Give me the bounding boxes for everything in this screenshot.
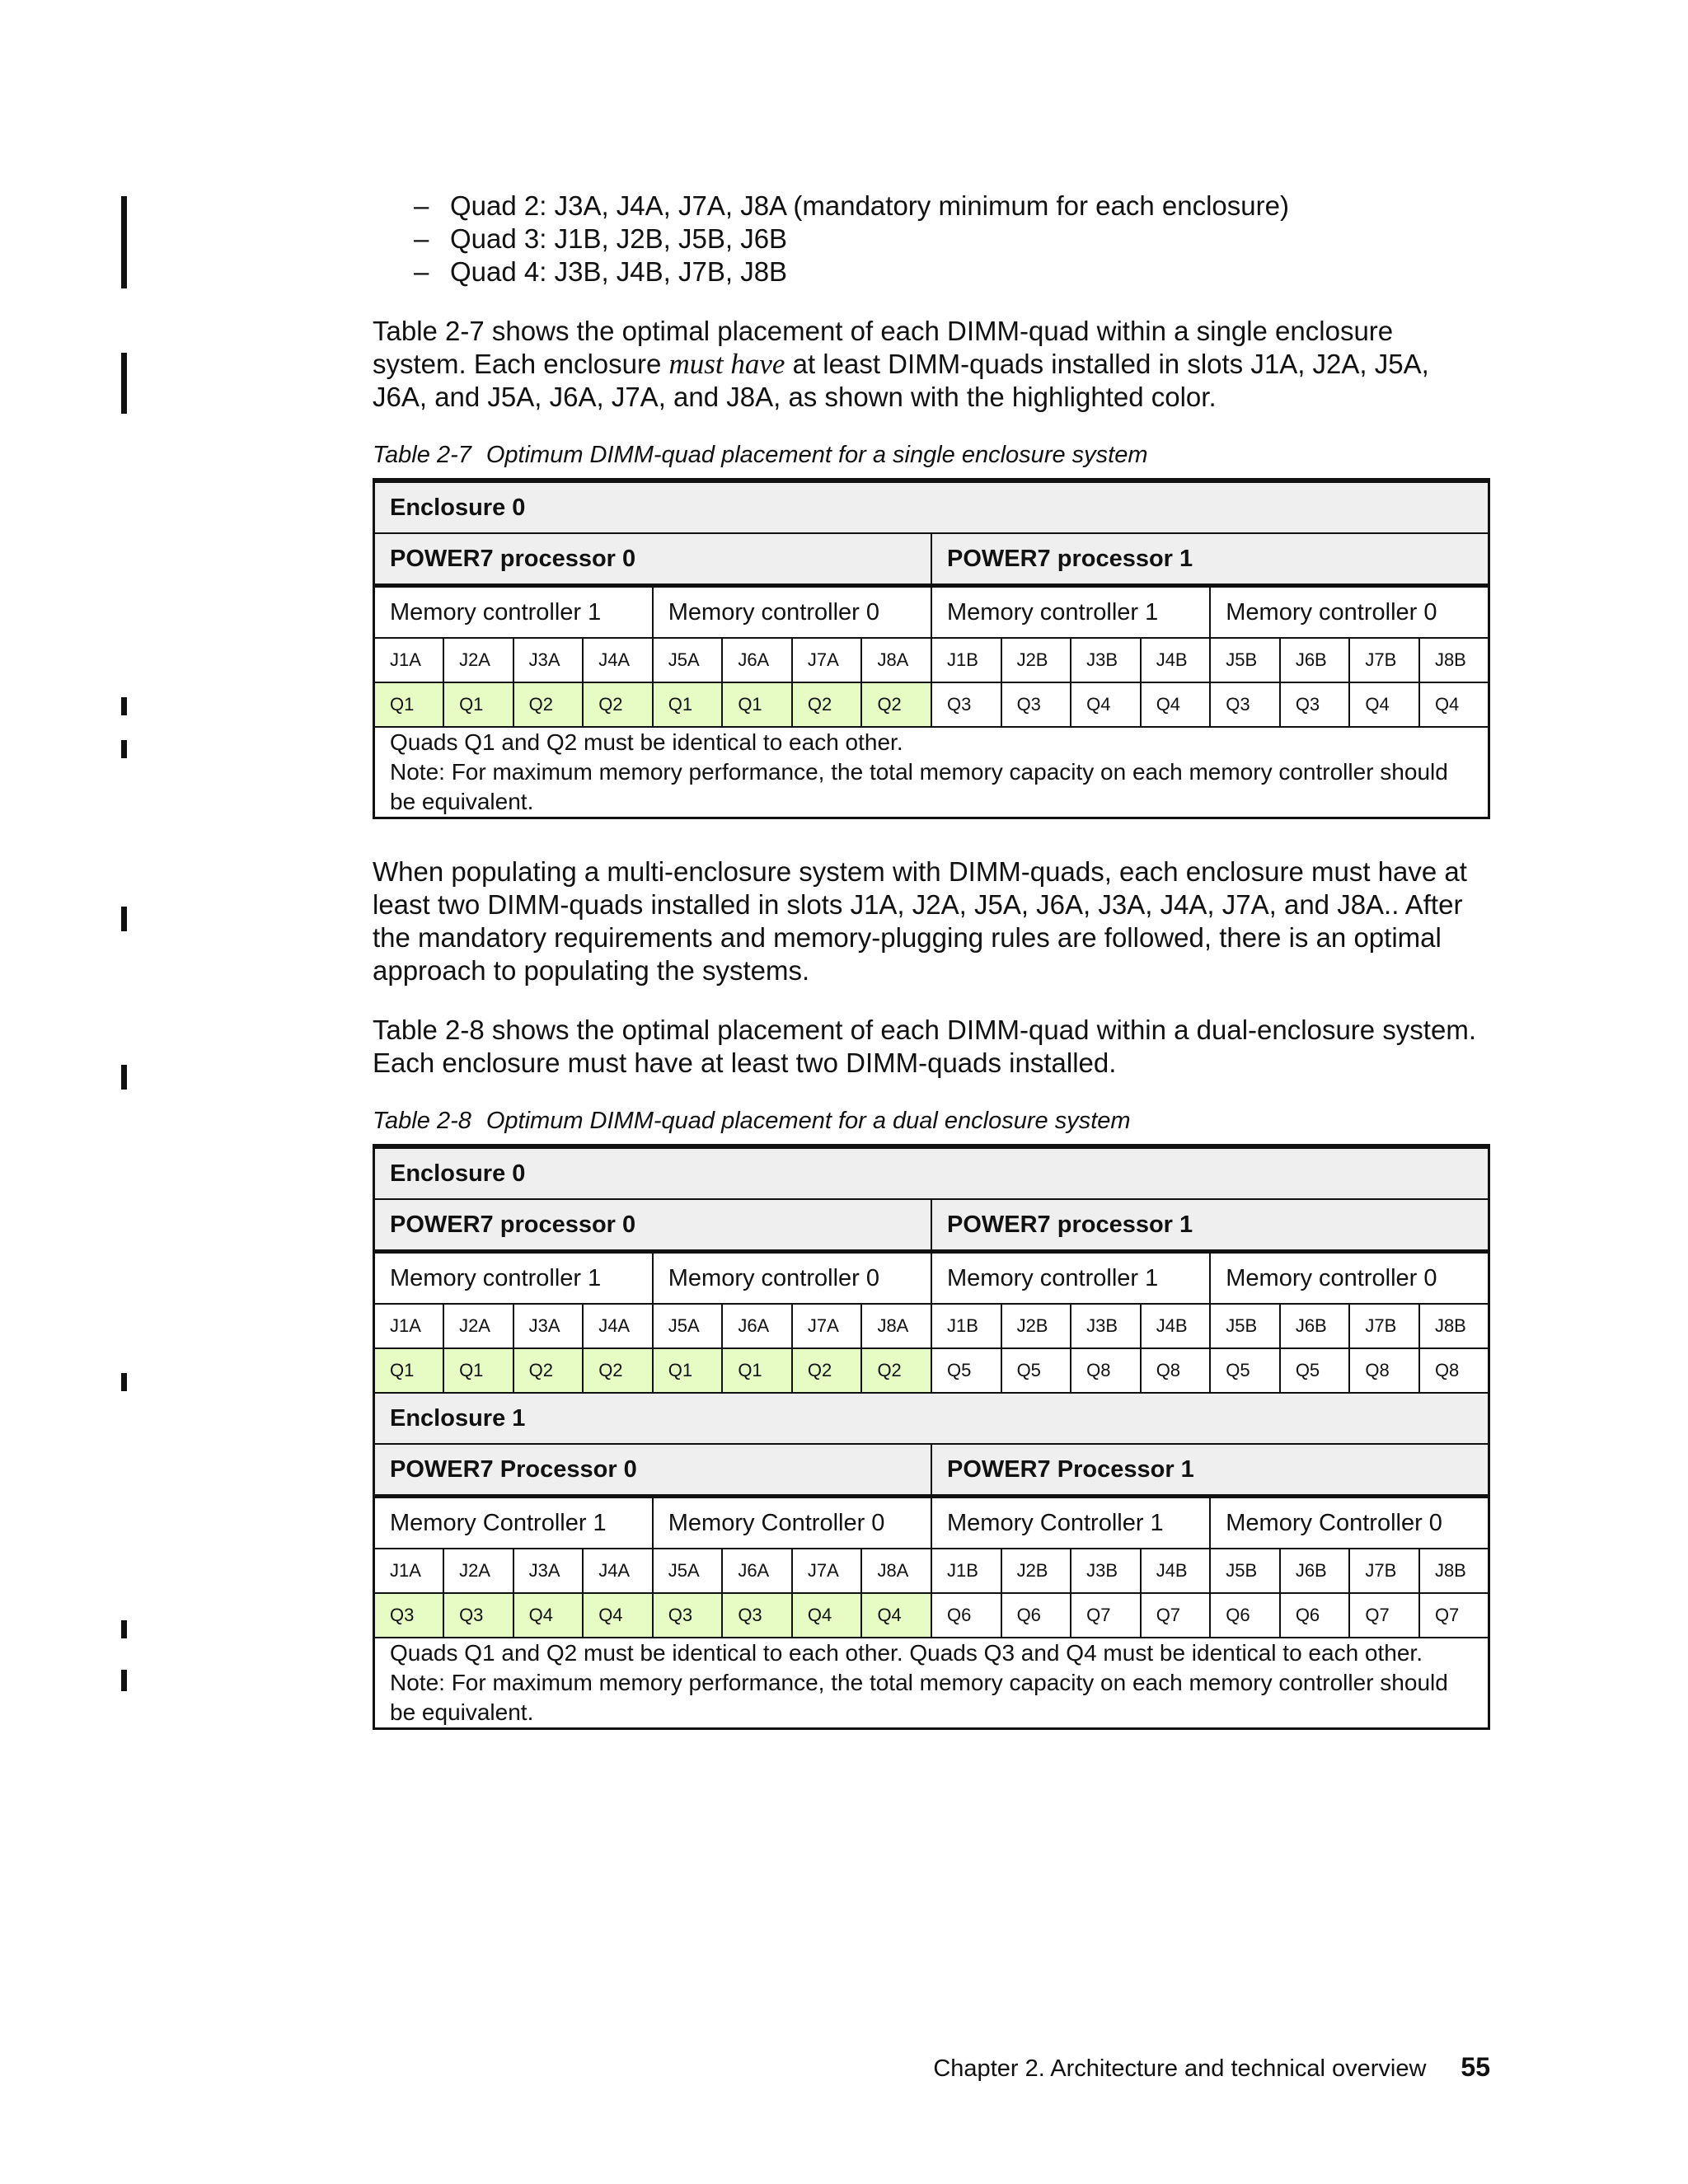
- slot-cell: J7A: [792, 1304, 862, 1348]
- table-row: [374, 1638, 1489, 1729]
- enclosure-header: Enclosure 0: [374, 1146, 1489, 1199]
- slot-cell: J4A: [583, 1304, 653, 1348]
- memory-controller-cell: Memory Controller 1: [374, 1497, 653, 1549]
- body-paragraph: [373, 315, 1485, 414]
- slot-cell: J2A: [443, 638, 513, 682]
- list-item: [414, 190, 1485, 223]
- slot-cell: J1B: [931, 1549, 1001, 1593]
- slot-cell: J3B: [1071, 1304, 1141, 1348]
- slot-cell: J4B: [1141, 638, 1211, 682]
- quad-cell: Q1: [722, 682, 792, 727]
- change-bar: [121, 196, 127, 288]
- dimm-placement-table-dual: [373, 1144, 1490, 1730]
- quad-cell: Q2: [583, 1348, 653, 1393]
- quad-cell: Q8: [1071, 1348, 1141, 1393]
- table-note: [374, 727, 1489, 818]
- quad-cell: Q4: [792, 1593, 862, 1638]
- processor-header: POWER7 processor 0: [374, 533, 932, 586]
- slot-cell: J7B: [1349, 1304, 1419, 1348]
- quad-cell: Q5: [1210, 1348, 1280, 1393]
- slot-cell: J2A: [443, 1304, 513, 1348]
- slot-cell: J5A: [653, 1549, 723, 1593]
- table-row: [374, 1348, 1489, 1393]
- slot-cell: J6B: [1280, 638, 1350, 682]
- change-bar: [121, 1373, 127, 1391]
- processor-header: POWER7 Processor 1: [931, 1444, 1489, 1497]
- quad-cell: Q4: [1349, 682, 1419, 727]
- slot-cell: J6A: [722, 1549, 792, 1593]
- table-row: [374, 1497, 1489, 1549]
- quad-cell: Q6: [1280, 1593, 1350, 1638]
- quad-cell: Q7: [1071, 1593, 1141, 1638]
- quad-cell: Q5: [1280, 1348, 1350, 1393]
- slot-cell: J1A: [374, 1549, 444, 1593]
- quad-cell: Q5: [931, 1348, 1001, 1393]
- quad-cell: Q4: [1071, 682, 1141, 727]
- quad-cell: Q4: [861, 1593, 931, 1638]
- memory-controller-cell: Memory controller 0: [653, 1252, 931, 1305]
- table-row: [374, 1146, 1489, 1199]
- table-caption: [373, 1106, 1485, 1136]
- slot-cell: J7B: [1349, 638, 1419, 682]
- processor-header: POWER7 processor 0: [374, 1199, 932, 1252]
- change-bar: [121, 907, 127, 931]
- slot-cell: J8B: [1419, 1304, 1489, 1348]
- slot-cell: J5A: [653, 638, 723, 682]
- slot-cell: J5B: [1210, 1304, 1280, 1348]
- quad-cell: Q8: [1419, 1348, 1489, 1393]
- change-bar: [121, 1670, 127, 1691]
- memory-controller-cell: Memory Controller 0: [1210, 1497, 1489, 1549]
- slot-cell: J2B: [1001, 1304, 1071, 1348]
- quad-cell: Q1: [653, 1348, 723, 1393]
- table-row: [374, 727, 1489, 818]
- slot-cell: J5B: [1210, 638, 1280, 682]
- page-number: 55: [1461, 2052, 1490, 2082]
- quad-cell: Q4: [513, 1593, 584, 1638]
- slot-cell: J8A: [861, 1304, 931, 1348]
- memory-controller-cell: Memory controller 1: [931, 586, 1210, 639]
- page-footer: [373, 2050, 1490, 2085]
- quad-cell: Q7: [1349, 1593, 1419, 1638]
- quad-cell: Q3: [1280, 682, 1350, 727]
- change-bar: [121, 353, 127, 414]
- quad-cell: Q5: [1001, 1348, 1071, 1393]
- quad-cell: Q6: [931, 1593, 1001, 1638]
- enclosure-header: Enclosure 1: [374, 1393, 1489, 1444]
- memory-controller-cell: Memory controller 1: [374, 586, 653, 639]
- table-row: [374, 1393, 1489, 1444]
- quad-cell: Q7: [1141, 1593, 1211, 1638]
- slot-cell: J1B: [931, 1304, 1001, 1348]
- quad-cell: Q1: [722, 1348, 792, 1393]
- slot-cell: J3B: [1071, 1549, 1141, 1593]
- slot-cell: J3A: [513, 1549, 584, 1593]
- quad-cell: Q3: [443, 1593, 513, 1638]
- caption-number: Table 2-7: [373, 442, 471, 468]
- table-row: [374, 1304, 1489, 1348]
- caption-number: Table 2-8: [373, 1108, 471, 1134]
- list-item-text: Quad 3: J1B, J2B, J5B, J6B: [450, 223, 788, 254]
- memory-controller-cell: Memory controller 0: [1210, 586, 1489, 639]
- paragraph-text: at least DIMM-quads installed in slots J1A, J2A, J5A, J6A, and J5A, J6A, J7A, and J8A, as shown with the highlighted color.: [373, 349, 1429, 412]
- quad-cell: Q4: [583, 1593, 653, 1638]
- slot-cell: J3A: [513, 1304, 584, 1348]
- memory-controller-cell: Memory controller 1: [374, 1252, 653, 1305]
- quad-cell: Q1: [443, 1348, 513, 1393]
- quad-cell: Q1: [374, 1348, 444, 1393]
- body-paragraph: When populating a multi-enclosure system with DIMM-quads, each enclosure must have at least two DIMM-quads installed in slots J1A, J2A, J5A, J6A, J3A, J4A, J7A, and J8A.. After the mandatory requirements and memory-plugging rules are followed, there is an optimal approach to populating the systems.: [373, 856, 1467, 986]
- quad-cell: Q2: [513, 682, 584, 727]
- footer-chapter-title: Chapter 2. Architecture and technical overview: [933, 2055, 1427, 2082]
- list-item: [414, 223, 1485, 255]
- paragraph-text: Table 2-7 shows the optimal placement of each DIMM-quad within a single enclosure system. Each enclosure: [373, 316, 1394, 379]
- bullet-marker: –: [414, 190, 429, 221]
- slot-cell: J3B: [1071, 638, 1141, 682]
- quad-cell: Q2: [792, 1348, 862, 1393]
- table-row: [374, 638, 1489, 682]
- table-caption: [373, 440, 1485, 470]
- slot-cell: J8B: [1419, 1549, 1489, 1593]
- quad-cell: Q1: [374, 682, 444, 727]
- slot-cell: J1B: [931, 638, 1001, 682]
- quad-cell: Q2: [513, 1348, 584, 1393]
- quad-cell: Q7: [1419, 1593, 1489, 1638]
- slot-cell: J6A: [722, 638, 792, 682]
- quad-cell: Q3: [722, 1593, 792, 1638]
- quad-cell: Q3: [374, 1593, 444, 1638]
- memory-controller-cell: Memory Controller 0: [653, 1497, 931, 1549]
- slot-cell: J1A: [374, 1304, 444, 1348]
- quad-cell: Q1: [443, 682, 513, 727]
- slot-cell: J8A: [861, 1549, 931, 1593]
- slot-cell: J4A: [583, 638, 653, 682]
- slot-cell: J4B: [1141, 1549, 1211, 1593]
- processor-header: POWER7 Processor 0: [374, 1444, 932, 1497]
- quad-cell: Q3: [653, 1593, 723, 1638]
- table-row: [374, 1444, 1489, 1497]
- quad-cell: Q1: [653, 682, 723, 727]
- slot-cell: J8A: [861, 638, 931, 682]
- slot-cell: J5A: [653, 1304, 723, 1348]
- quad-cell: Q3: [1210, 682, 1280, 727]
- quad-cell: Q2: [583, 682, 653, 727]
- quad-cell: Q6: [1001, 1593, 1071, 1638]
- caption-text: Optimum DIMM-quad placement for a dual enclosure system: [485, 1108, 1131, 1134]
- quad-cell: Q3: [931, 682, 1001, 727]
- slot-cell: J4B: [1141, 1304, 1211, 1348]
- table-row: [374, 533, 1489, 586]
- slot-cell: J2B: [1001, 638, 1071, 682]
- dimm-placement-table-single: [373, 478, 1490, 819]
- memory-controller-cell: Memory controller 0: [653, 586, 931, 639]
- change-bar: [121, 697, 127, 715]
- note-line: Quads Q1 and Q2 must be identical to each other.: [390, 729, 903, 755]
- memory-controller-cell: Memory Controller 1: [931, 1497, 1210, 1549]
- table-row: [374, 480, 1489, 533]
- quad-cell: Q2: [861, 682, 931, 727]
- body-paragraph: Table 2-8 shows the optimal placement of each DIMM-quad within a dual-enclosure system. Each enclosure must have at least two DIMM-quads installed.: [373, 1015, 1476, 1078]
- enclosure-header: Enclosure 0: [374, 480, 1489, 533]
- slot-cell: J7A: [792, 1549, 862, 1593]
- change-bar: [121, 1065, 127, 1090]
- quad-cell: Q3: [1001, 682, 1071, 727]
- quad-cell: Q8: [1349, 1348, 1419, 1393]
- table-row: [374, 1252, 1489, 1305]
- list-item-text: Quad 2: J3A, J4A, J7A, J8A (mandatory minimum for each enclosure): [450, 190, 1289, 221]
- table-row: [374, 1199, 1489, 1252]
- slot-cell: J4A: [583, 1549, 653, 1593]
- emphasis-text: must have: [668, 348, 785, 380]
- memory-controller-cell: Memory controller 0: [1210, 1252, 1489, 1305]
- list-item: [414, 255, 1485, 288]
- quad-bullet-list: [373, 190, 1485, 288]
- slot-cell: J7A: [792, 638, 862, 682]
- slot-cell: J1A: [374, 638, 444, 682]
- table-row: [374, 1549, 1489, 1593]
- list-item-text: Quad 4: J3B, J4B, J7B, J8B: [450, 256, 788, 287]
- slot-cell: J6B: [1280, 1304, 1350, 1348]
- table-row: [374, 586, 1489, 639]
- quad-cell: Q2: [792, 682, 862, 727]
- slot-cell: J7B: [1349, 1549, 1419, 1593]
- change-bar: [121, 740, 127, 758]
- quad-cell: Q8: [1141, 1348, 1211, 1393]
- slot-cell: J8B: [1419, 638, 1489, 682]
- caption-text: Optimum DIMM-quad placement for a single enclosure system: [485, 442, 1148, 468]
- table-note: [374, 1638, 1489, 1729]
- quad-cell: Q4: [1141, 682, 1211, 727]
- quad-cell: Q6: [1210, 1593, 1280, 1638]
- note-line: Quads Q1 and Q2 must be identical to each other. Quads Q3 and Q4 must be identical to each other.: [390, 1640, 1423, 1666]
- processor-header: POWER7 processor 1: [931, 1199, 1489, 1252]
- quad-cell: Q2: [861, 1348, 931, 1393]
- memory-controller-cell: Memory controller 1: [931, 1252, 1210, 1305]
- slot-cell: J5B: [1210, 1549, 1280, 1593]
- table-row: [374, 1593, 1489, 1638]
- quad-cell: Q4: [1419, 682, 1489, 727]
- processor-header: POWER7 processor 1: [931, 533, 1489, 586]
- note-line: Note: For maximum memory performance, the total memory capacity on each memory controller should be equivalent.: [390, 759, 1448, 814]
- change-bar: [121, 1620, 127, 1638]
- slot-cell: J3A: [513, 638, 584, 682]
- slot-cell: J6A: [722, 1304, 792, 1348]
- note-line: Note: For maximum memory performance, the total memory capacity on each memory controller should be equivalent.: [390, 1670, 1448, 1725]
- page-content: [373, 190, 1485, 1730]
- table-row: [374, 682, 1489, 727]
- slot-cell: J6B: [1280, 1549, 1350, 1593]
- slot-cell: J2B: [1001, 1549, 1071, 1593]
- bullet-marker: –: [414, 223, 429, 254]
- bullet-marker: –: [414, 256, 429, 287]
- slot-cell: J2A: [443, 1549, 513, 1593]
